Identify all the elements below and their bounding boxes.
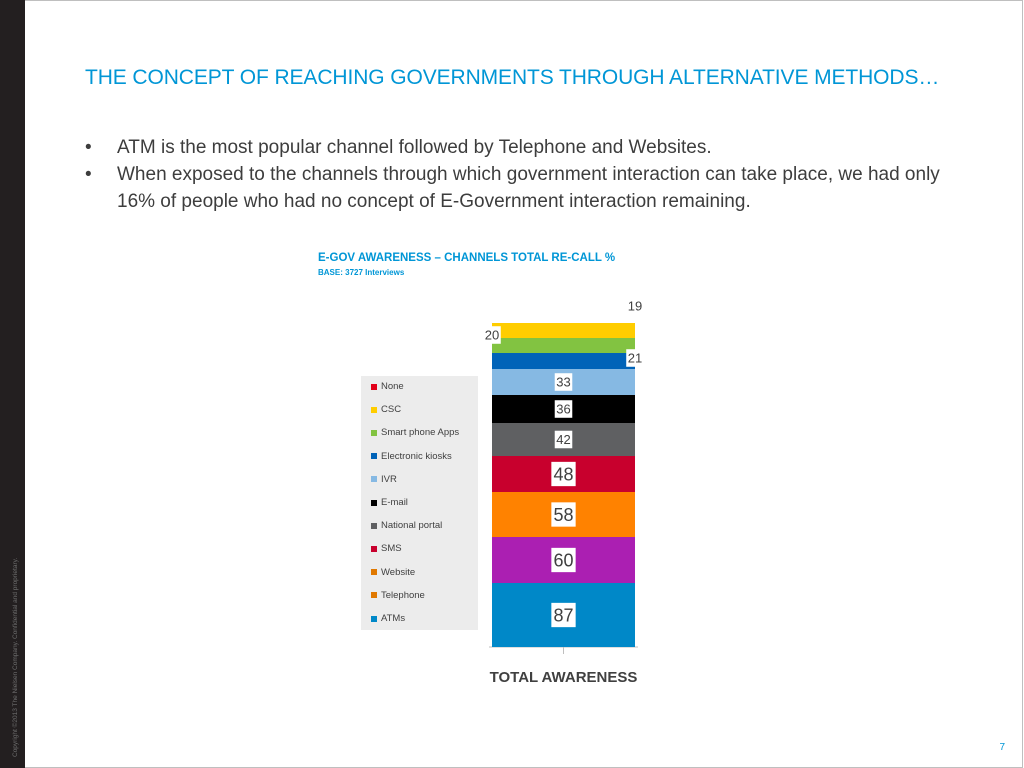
data-label-ivr: 33 (556, 374, 571, 390)
legend-label: ATMs (381, 613, 406, 624)
bullet-item: • When exposed to the channels through which government interaction can take place, we had only 16% of people who had no concept of E-Government interaction remaining. (85, 161, 965, 215)
data-label-atms: 87 (553, 605, 574, 626)
legend-label: CSC (381, 404, 402, 416)
legend-label: E-mail (381, 497, 408, 508)
legend-label: SMS (381, 543, 402, 555)
chart-subtitle: BASE: 3727 Interviews (318, 268, 405, 277)
bar-segment-smart-phone-apps (492, 338, 635, 353)
copyright-text: Copyright ©2013 The Nielsen Company. Confidential and proprietary. (12, 557, 19, 757)
x-axis-label: TOTAL AWARENESS (489, 669, 638, 686)
data-label-website: 58 (553, 504, 574, 525)
bar-segment-electronic-kiosks (492, 353, 635, 369)
data-label-e-mail: 36 (556, 401, 571, 417)
slide-title: THE CONCEPT OF REACHING GOVERNMENTS THROUGH ALTERNATIVE METHODS… (85, 66, 940, 89)
data-label-sms: 48 (553, 464, 574, 485)
bullet-item: • ATM is the most popular channel followed by Telephone and Websites. (85, 134, 965, 161)
data-label-telephone: 60 (553, 550, 574, 571)
legend-label: Smart phone Apps (381, 427, 460, 439)
chart-title: E-GOV AWARENESS – CHANNELS TOTAL RE-CALL % (318, 252, 616, 264)
legend-label: Electronic kiosks (381, 450, 452, 462)
legend-label: Website (381, 566, 416, 578)
data-label-csc: 19 (627, 298, 643, 314)
legend-label: National portal (381, 520, 443, 532)
data-label-smart-phone-apps: 20 (484, 327, 500, 343)
legend-label: Telephone (381, 589, 425, 601)
page-number: 7 (999, 742, 1005, 753)
data-label-electronic-kiosks: 21 (627, 350, 643, 366)
bar-segment-csc (492, 323, 635, 338)
legend-label: IVR (381, 473, 397, 485)
legend-label: None (381, 381, 404, 392)
data-label-national-portal: 42 (556, 432, 571, 448)
